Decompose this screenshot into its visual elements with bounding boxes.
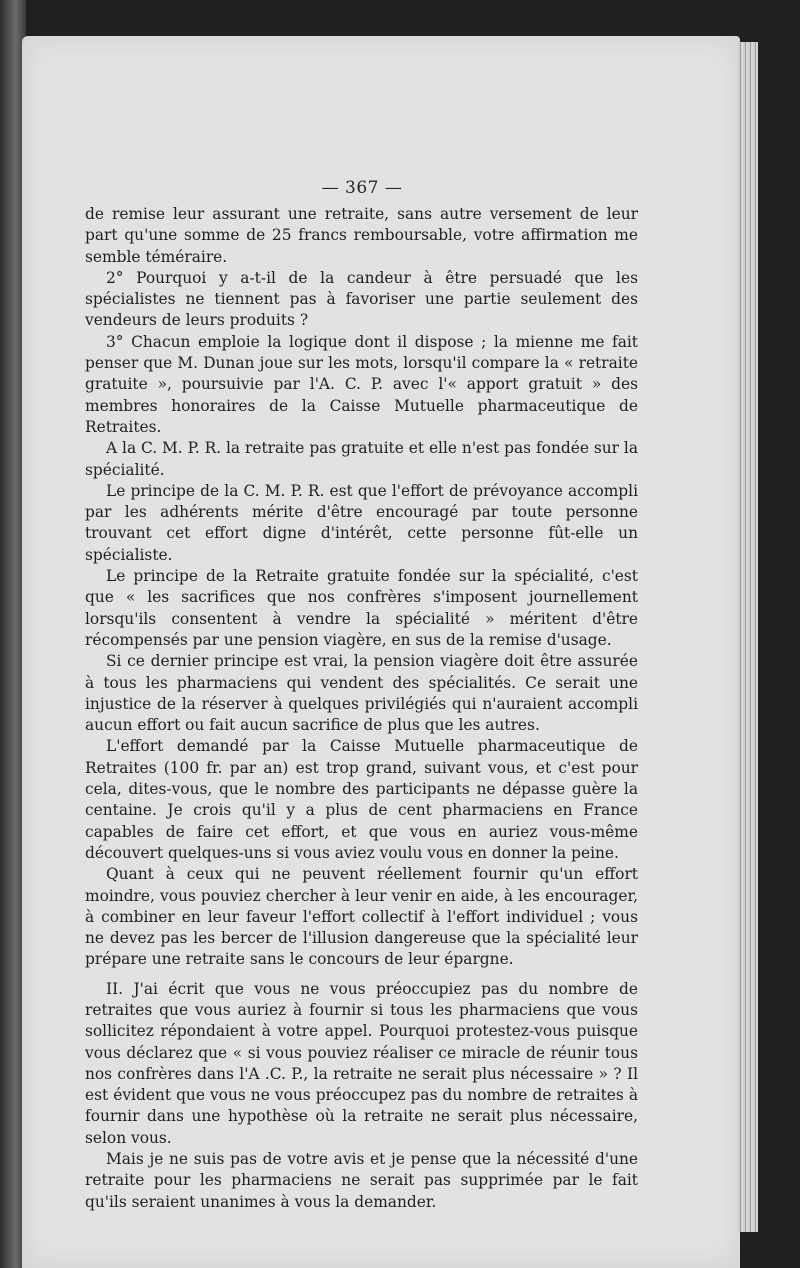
paragraph: II. J'ai écrit que vous ne vous préoccupiez pas du nombre de retraites que vous auriez à fournir si tous les pharmaciens que vous sollicitez répondaient à votre appel. Pourquoi protestez-vous puisque vous déclarez que « si vous pouviez réaliser ce miracle de réunir tous nos confrères dans l'A .C. P., la retraite ne serait plus nécessaire » ? Il est évident que vous ne vous préoccupez pas du nombre de retraites à fournir dans une hypothèse où la retraite ne serait plus nécessaire, selon vous. (85, 979, 638, 1147)
paragraph: Mais je ne suis pas de votre avis et je pense que la nécessité d'une retraite pour les pharmaciens ne serait pas supprimée par le fait qu'ils seraient unanimes à vous la demander. (85, 1150, 638, 1211)
page-stack-edge (738, 42, 758, 1232)
paragraph: L'effort demandé par la Caisse Mutuelle pharmaceutique de Retraites (100 fr. par an) est trop grand, suivant vous, et c'est pour cela, dites-vous, que le nombre des participants ne dépasse guère la centaine. Je crois qu'il y a plus de cent pharmaciens en France capables de faire cet effort, et que vous en auriez vous-même découvert quelques-uns si vous aviez voulu vous en donner la peine. (85, 737, 638, 862)
page-number: — 367 — (321, 178, 403, 198)
paragraph: 3° Chacun emploie la logique dont il dispose ; la mienne me fait penser que M. Dunan joue sur les mots, lorsqu'il compare la « retraite gratuite », poursuivie par l'A. C. P. avec l'« apport gratuit » des membres honoraires de la Caisse Mutuelle pharmaceutique de Retraites. (85, 332, 638, 436)
paragraph: Si ce dernier principe est vrai, la pension viagère doit être assurée à tous les pharmaciens qui vendent des spécialités. Ce serait une injustice de la réserver à quelques privilégiés qui n'auraient accompli aucun effort ou fait aucun sacrifice de plus que les autres. (85, 652, 638, 735)
paragraph: A la C. M. P. R. la retraite pas gratuite et elle n'est pas fondée sur la spécialité. (85, 439, 638, 479)
page-sheet (22, 36, 740, 1268)
paragraph: Quant à ceux qui ne peuvent réellement fournir qu'un effort moindre, vous pouviez chercher à leur venir en aide, à les encourager, à combiner en leur faveur l'effort collectif à l'effort individuel ; vous ne devez pas les bercer de l'illusion dangereuse que la spécialité leur prépare une retraite sans le concours de leur épargne. (85, 865, 638, 969)
paragraph: Le principe de la C. M. P. R. est que l'effort de prévoyance accompli par les adhérents mérite d'être encouragé par toute personne trouvant cet effort digne d'intérêt, cette personne fût-elle un spécialiste. (85, 481, 638, 564)
paragraph: de remise leur assurant une retraite, sans autre versement de leur part qu'une somme de 25 francs remboursable, votre affirmation me semble téméraire. (85, 205, 638, 266)
paragraph: 2° Pourquoi y a-t-il de la candeur à être persuadé que les spécialistes ne tiennent pas à favoriser une partie seulement des vendeurs de leurs produits ? (85, 268, 638, 330)
body-text (85, 204, 638, 1213)
paragraph: Le principe de la Retraite gratuite fondée sur la spécialité, c'est que « les sacrifices que nos confrères s'imposent journellement lorsqu'ils consentent à vendre la spécialité » méritent d'être récompensés par une pension viagère, en sus de la remise d'usage. (85, 567, 638, 649)
